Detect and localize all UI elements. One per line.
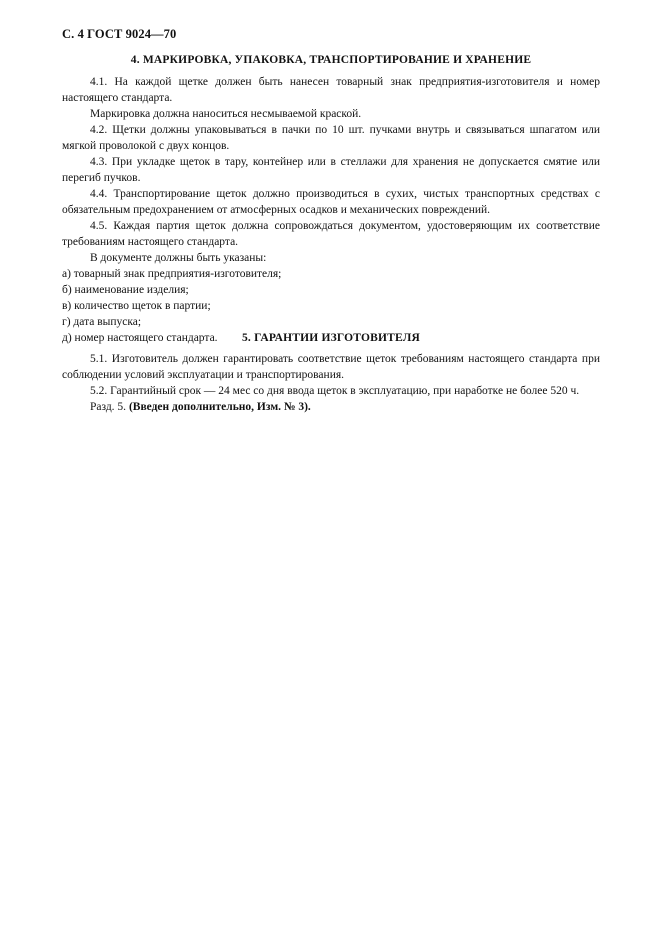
list-item: б) наименование изделия; bbox=[62, 284, 189, 296]
paragraph-5-2: 5.2. Гарантийный срок — 24 мес со дня ввода щеток в эксплуатацию, при наработке не более 520 ч. bbox=[90, 385, 580, 397]
paragraph-5-1: 5.1. Изготовитель должен гарантировать соответствие щеток требованиям настоящего стандарта при соблюдении условий эксплуатации и транспортирования. bbox=[62, 353, 600, 381]
section-5-title: 5. ГАРАНТИИ ИЗГОТОВИТЕЛЯ bbox=[241, 332, 421, 344]
amendment-note-text: (Введен дополнительно, Изм. № 3). bbox=[128, 401, 311, 413]
paragraph-4-1: 4.1. На каждой щетке должен быть нанесен товарный знак предприятия-изготовителя и номер настоящего стандарта. bbox=[62, 76, 600, 104]
amendment-note-label: Разд. 5. bbox=[90, 401, 127, 413]
section-4 bbox=[62, 52, 600, 346]
paragraph-4-5: 4.5. Каждая партия щеток должна сопровождаться документом, удостоверяющим их соответствие требованиям настоящего стандарта. bbox=[62, 220, 600, 248]
paragraph-4-3: 4.3. При укладке щеток в тару, контейнер или в стеллажи для хранения не допускается смятие или перегиб пучков. bbox=[62, 156, 600, 184]
page-header: С. 4 ГОСТ 9024—70 bbox=[62, 27, 177, 41]
section-4-title: 4. МАРКИРОВКА, УПАКОВКА, ТРАНСПОРТИРОВАНИЕ И ХРАНЕНИЕ bbox=[130, 54, 532, 66]
list-item: а) товарный знак предприятия-изготовителя; bbox=[62, 268, 282, 280]
amendment-note bbox=[62, 399, 600, 415]
paragraph-4-4: 4.4. Транспортирование щеток должно производиться в сухих, чистых транспортных средствах с обязательным предохранением от атмосферных осадков и механических повреждений. bbox=[62, 188, 600, 216]
paragraph-4-1-marking: Маркировка должна наноситься несмываемой краской. bbox=[90, 108, 362, 120]
section-5 bbox=[62, 330, 600, 415]
list-item: в) количество щеток в партии; bbox=[62, 300, 211, 312]
list-item: г) дата выпуска; bbox=[62, 316, 142, 328]
document-requirements-intro: В документе должны быть указаны: bbox=[90, 252, 267, 264]
list-item: д) номер настоящего стандарта. bbox=[62, 332, 218, 344]
paragraph-4-2: 4.2. Щетки должны упаковываться в пачки по 10 шт. пучками внутрь и связываться шпагатом или мягкой проволокой с двух концов. bbox=[62, 124, 600, 152]
